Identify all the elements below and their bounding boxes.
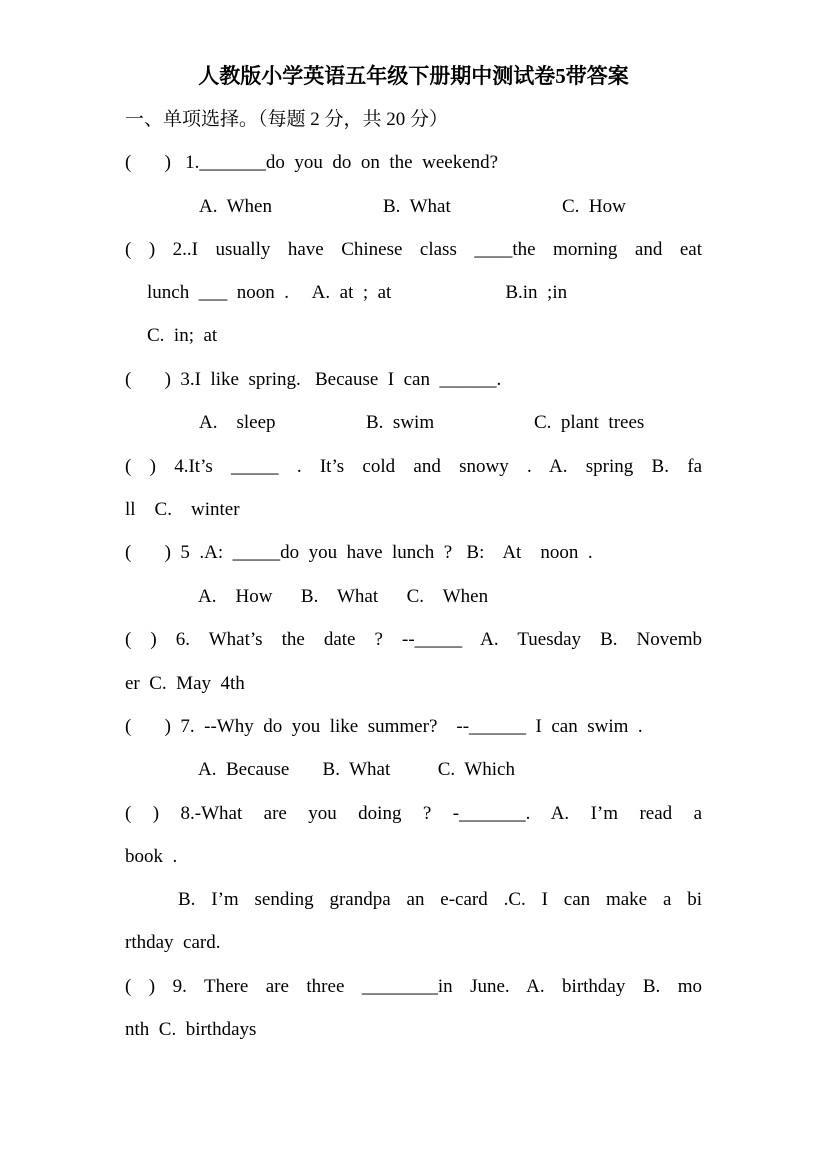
question-3-option-a: A. sleep [199,412,276,433]
question-9-line-2: nth C. birthdays [125,1019,257,1040]
question-6-line-2: er C. May 4th [125,673,245,694]
document-title: 人教版小学英语五年级下册期中测试卷5带答案 [198,64,629,88]
question-4-line-2: ll C. winter [125,499,240,520]
question-8-line-4: rthday card. [125,932,221,953]
question-1-option-c: C. How [562,196,626,217]
question-2-line-2: lunch ___ noon . A. at ; at B.in ;in [147,282,568,303]
question-8-line-3: B. I’m sending grandpa an e-card .C. I can make a bi [178,889,702,910]
question-5-stem: ( ) 5 .A: _____do you have lunch ? B: At noon . [125,542,593,563]
section-heading: 一、单项选择。（每题 2 分，共 20 分） [125,109,449,130]
question-3-option-b: B. swim [366,412,435,433]
question-7-options: A. Because B. What C. Which [198,759,515,780]
question-9-line-1: ( ) 9. There are three ________in June. A. birthday B. mo [125,976,702,997]
question-3-stem: ( ) 3.I like spring. Because I can ______. [125,369,502,390]
question-3-option-c: C. plant trees [534,412,645,433]
question-1-option-a: A. When [199,196,272,217]
question-1-option-b: B. What [383,196,451,217]
question-7-stem: ( ) 7. --Why do you like summer? --______ I can swim . [125,716,643,737]
question-8-line-2: book . [125,846,178,867]
question-2-line-1: ( ) 2..I usually have Chinese class ____the morning and eat [125,239,702,260]
question-2-line-3: C. in; at [147,325,218,346]
question-5-options: A. How B. What C. When [198,586,489,607]
question-1-stem: ( ) 1._______do you do on the weekend? [125,152,499,173]
question-4-line-1: ( ) 4.It’s _____ . It’s cold and snowy . A. spring B. fa [125,456,702,477]
question-8-line-1: ( ) 8.-What are you doing ? -_______. A. I’m read a [125,803,702,824]
question-6-line-1: ( ) 6. What’s the date ? --_____ A. Tuesday B. Novemb [125,629,702,650]
